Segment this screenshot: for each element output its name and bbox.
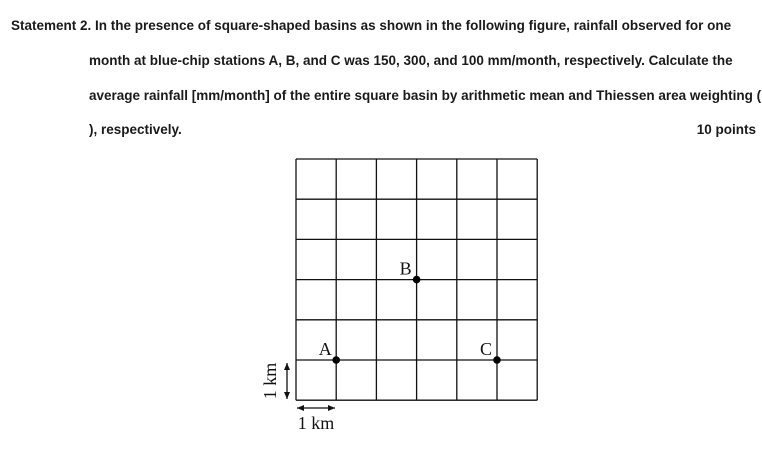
statement-line-3: average rainfall [mm/month] of the entire square basin by arithmetic mean and Thiessen area weighting ( <box>89 88 762 103</box>
horizontal-scale-label: 1 km <box>297 413 335 433</box>
stations-layer <box>319 259 501 364</box>
station-c-label: C <box>479 339 493 359</box>
statement-line-1: Statement 2. In the presence of square-shaped basins as shown in the following figure, rainfall observed for one <box>11 18 732 33</box>
station-b-label: B <box>399 258 412 279</box>
vertical-scale-label: 1 km <box>260 362 280 400</box>
station-a-label: A <box>318 339 332 359</box>
statement-line-2: month at blue-chip stations A, B, and C was 150, 300, and 100 mm/month, respectively. Calculate the <box>89 53 733 68</box>
station-c-point <box>493 356 501 364</box>
statement-line-4: ), respectively. <box>89 122 182 137</box>
station-a-point <box>332 356 340 364</box>
points-label: 10 points <box>696 122 756 137</box>
station-b-point <box>413 276 421 284</box>
